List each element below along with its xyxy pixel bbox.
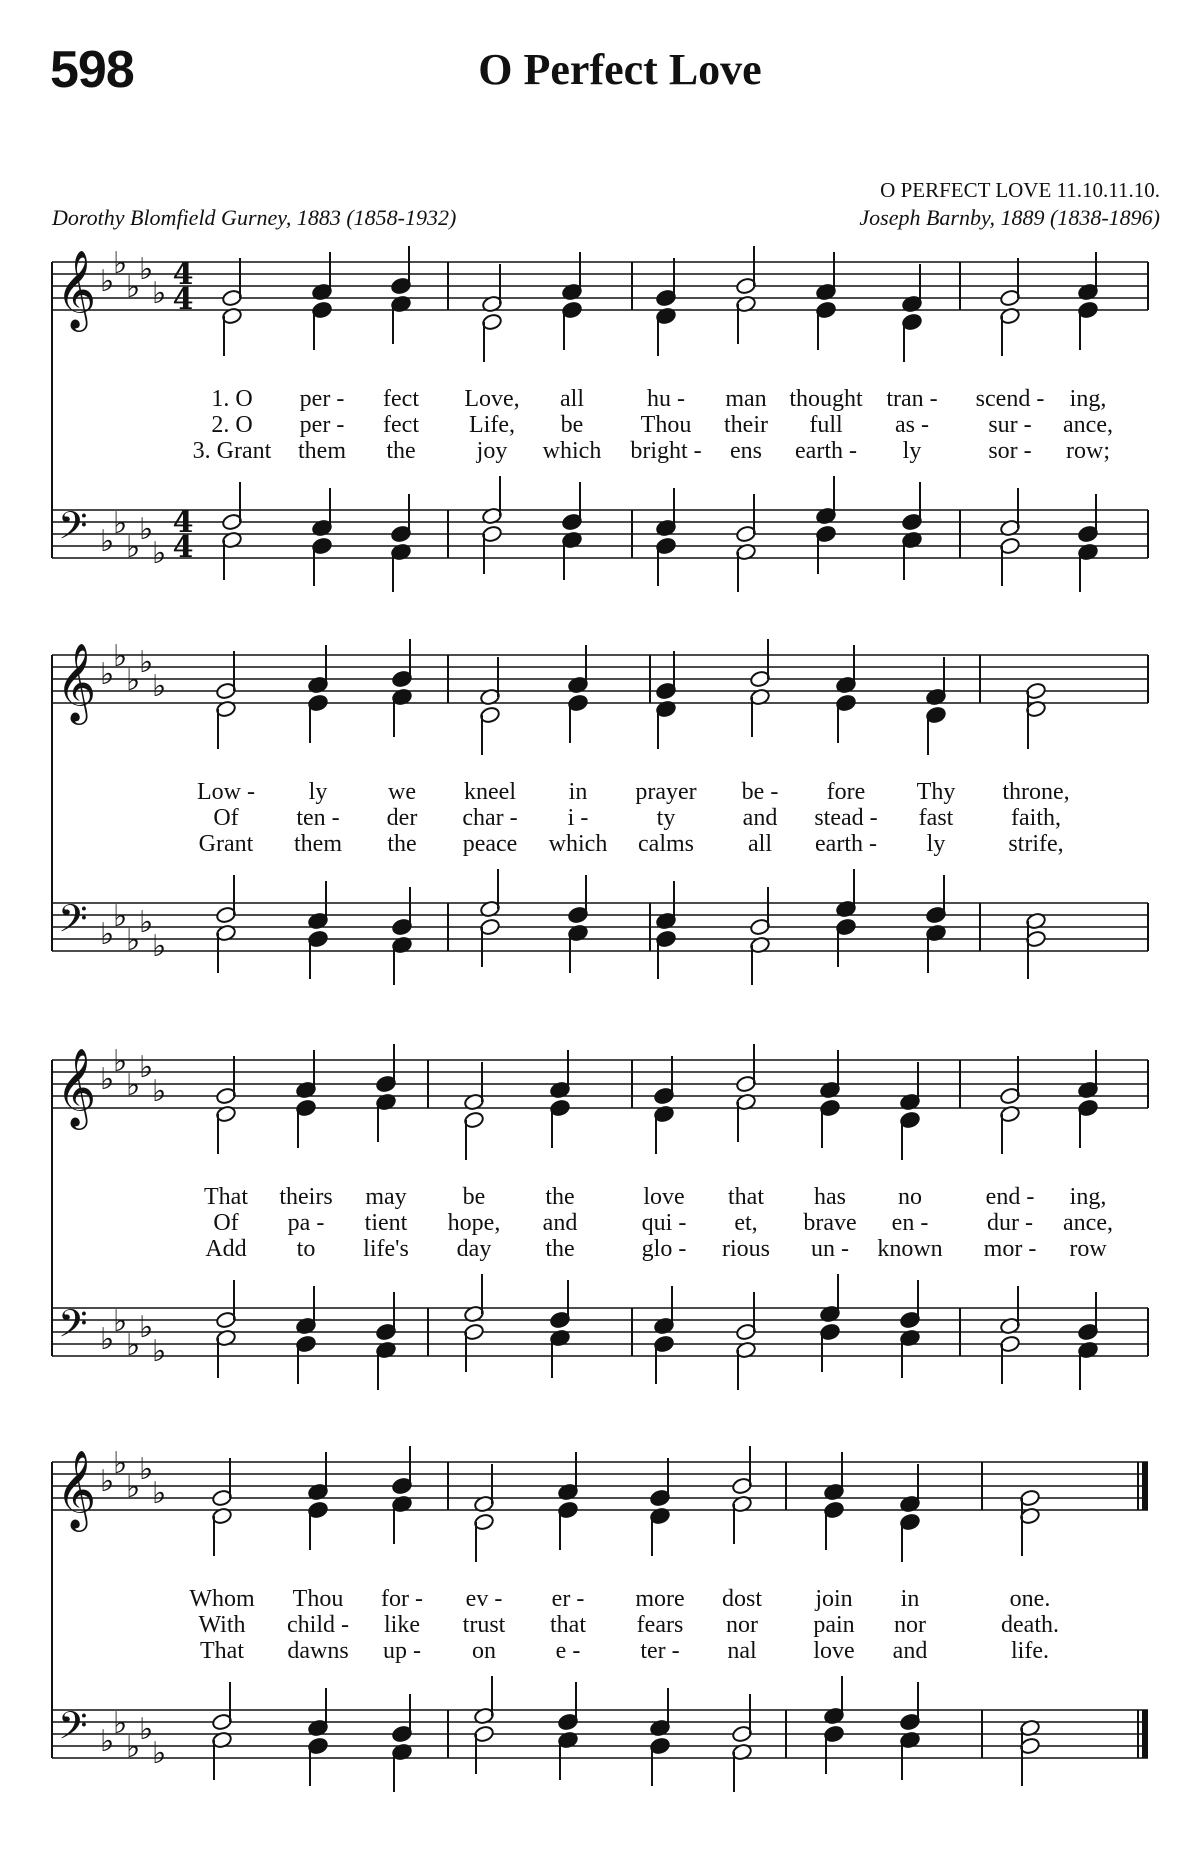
lyric-syllable: the xyxy=(545,1184,575,1210)
lyric-syllable: tient xyxy=(364,1210,408,1236)
lyric-syllable: pa - xyxy=(287,1210,325,1236)
lyric-syllable: ance, xyxy=(1063,412,1113,438)
lyric-syllable: ten - xyxy=(296,805,340,831)
lyric-syllable: known xyxy=(877,1236,943,1262)
lyric-syllable: as - xyxy=(895,412,929,438)
key-signature-flat-icon: ♭ xyxy=(113,1446,128,1481)
lyric-syllable: on xyxy=(472,1638,496,1664)
lyric-syllable: der xyxy=(386,805,418,831)
key-signature-flat-icon: ♭ xyxy=(139,1452,154,1487)
key-signature-flat-icon: ♭ xyxy=(152,276,167,311)
lyric-syllable: full xyxy=(809,412,843,438)
lyric-syllable: That xyxy=(204,1184,248,1210)
lyric-syllable: faith, xyxy=(1011,805,1061,831)
lyric-syllable: scend - xyxy=(975,386,1045,412)
lyric-syllable: kneel xyxy=(464,779,516,805)
key-signature-flat-icon: ♭ xyxy=(152,1476,167,1511)
lyric-syllable: row xyxy=(1069,1236,1107,1262)
key-signature-flat-icon: ♭ xyxy=(152,669,167,704)
key-signature-flat-icon: ♭ xyxy=(113,506,128,541)
treble-clef-icon: 𝄞 xyxy=(56,250,97,329)
key-signature-flat-icon: ♭ xyxy=(139,1310,154,1345)
key-signature-flat-icon: ♭ xyxy=(139,905,154,940)
key-signature-flat-icon: ♭ xyxy=(126,1328,141,1363)
lyric-syllable: Thy xyxy=(916,779,956,805)
time-signature-denominator: 4 xyxy=(172,282,194,317)
key-signature-flat-icon: ♭ xyxy=(139,645,154,680)
lyric-syllable: all xyxy=(560,386,584,412)
lyric-syllable: life. xyxy=(1011,1638,1049,1664)
lyric-syllable: strife, xyxy=(1008,831,1064,857)
lyric-syllable: we xyxy=(388,779,416,805)
key-signature-flat-icon: ♭ xyxy=(113,246,128,281)
key-signature-flat-icon: ♭ xyxy=(126,530,141,565)
key-signature-flat-icon: ♭ xyxy=(126,1730,141,1765)
lyric-syllable: ly xyxy=(926,831,946,857)
lyric-syllable: joy xyxy=(476,438,508,464)
lyric-syllable: peace xyxy=(462,831,518,857)
lyric-syllable: fast xyxy=(918,805,954,831)
lyric-syllable: ev - xyxy=(465,1586,503,1612)
key-signature-flat-icon: ♭ xyxy=(100,1322,115,1357)
lyric-syllable: has xyxy=(814,1184,846,1210)
lyric-syllable: Of xyxy=(213,1210,239,1236)
lyric-syllable: which xyxy=(542,438,602,464)
lyric-syllable: to xyxy=(296,1236,316,1262)
key-signature-flat-icon: ♭ xyxy=(139,1050,154,1085)
lyric-syllable: hu - xyxy=(647,386,685,412)
lyric-syllable: ter - xyxy=(640,1638,680,1664)
lyric-syllable: theirs xyxy=(279,1184,333,1210)
lyric-syllable: ing, xyxy=(1069,1184,1107,1210)
lyric-syllable: earth - xyxy=(815,831,877,857)
bass-clef-icon: 𝄢 xyxy=(58,896,88,950)
key-signature-flat-icon: ♭ xyxy=(126,1068,141,1103)
time-signature-denominator: 4 xyxy=(172,530,194,565)
lyric-syllable: en - xyxy=(891,1210,929,1236)
key-signature-flat-icon: ♭ xyxy=(100,1464,115,1499)
lyric-syllable: no xyxy=(898,1184,922,1210)
lyric-syllable: ing, xyxy=(1069,386,1107,412)
key-signature-flat-icon: ♭ xyxy=(139,512,154,547)
lyric-syllable: ly xyxy=(902,438,922,464)
key-signature-flat-icon: ♭ xyxy=(126,1470,141,1505)
key-signature-flat-icon: ♭ xyxy=(113,639,128,674)
music-composer: Joseph Barnby, 1889 (1838-1896) xyxy=(859,205,1160,230)
time-signature-numerator: 4 xyxy=(172,505,194,540)
key-signature-flat-icon: ♭ xyxy=(113,899,128,934)
bass-clef-icon: 𝄢 xyxy=(58,1703,88,1757)
lyric-syllable: love xyxy=(813,1638,855,1664)
lyric-syllable: 1. O xyxy=(211,386,253,412)
lyric-syllable: the xyxy=(387,831,417,857)
lyric-syllable: nor xyxy=(726,1612,758,1638)
lyric-syllable: char - xyxy=(462,805,518,831)
lyric-syllable: row; xyxy=(1066,438,1110,464)
lyric-syllable: be xyxy=(462,1184,486,1210)
key-signature-flat-icon: ♭ xyxy=(152,1074,167,1109)
key-signature-flat-icon: ♭ xyxy=(152,929,167,964)
lyric-syllable: fears xyxy=(636,1612,684,1638)
bass-clef-icon: 𝄢 xyxy=(58,1301,88,1355)
key-signature-flat-icon: ♭ xyxy=(139,252,154,287)
key-signature-flat-icon: ♭ xyxy=(113,1304,128,1339)
lyric-syllable: Life, xyxy=(469,412,515,438)
lyric-syllable: 2. O xyxy=(211,412,253,438)
lyric-syllable: sur - xyxy=(988,412,1032,438)
key-signature-flat-icon: ♭ xyxy=(126,270,141,305)
tune-name-meter: O PERFECT LOVE 11.10.11.10. xyxy=(880,178,1160,202)
lyric-syllable: et, xyxy=(734,1210,758,1236)
key-signature-flat-icon: ♭ xyxy=(100,1062,115,1097)
lyric-syllable: Thou xyxy=(640,412,692,438)
lyric-syllable: and xyxy=(892,1638,928,1664)
lyric-syllable: join xyxy=(815,1586,853,1612)
lyric-syllable: qui - xyxy=(641,1210,687,1236)
lyric-syllable: nor xyxy=(894,1612,926,1638)
lyric-syllable: per - xyxy=(299,386,345,412)
lyric-syllable: and xyxy=(542,1210,578,1236)
lyric-syllable: more xyxy=(635,1586,685,1612)
lyric-syllable: fect xyxy=(383,386,419,412)
lyric-syllable: 3. Grant xyxy=(192,438,272,464)
treble-clef-icon: 𝄞 xyxy=(56,1450,97,1529)
lyric-syllable: Whom xyxy=(189,1586,255,1612)
lyric-syllable: fore xyxy=(826,779,866,805)
key-signature-flat-icon: ♭ xyxy=(100,657,115,692)
lyric-syllable: Of xyxy=(213,805,239,831)
lyric-syllable: that xyxy=(728,1184,764,1210)
lyric-syllable: end - xyxy=(985,1184,1035,1210)
lyric-syllable: dur - xyxy=(987,1210,1033,1236)
lyric-syllable: With xyxy=(198,1612,246,1638)
key-signature-flat-icon: ♭ xyxy=(100,917,115,952)
key-signature-flat-icon: ♭ xyxy=(126,663,141,698)
lyric-syllable: one. xyxy=(1009,1586,1051,1612)
key-signature-flat-icon: ♭ xyxy=(152,1736,167,1771)
hymn-number: 598 xyxy=(50,41,134,99)
key-signature-flat-icon: ♭ xyxy=(139,1712,154,1747)
lyric-syllable: in xyxy=(568,779,588,805)
lyric-syllable: Add xyxy=(205,1236,247,1262)
lyric-syllable: pain xyxy=(813,1612,855,1638)
lyric-syllable: dost xyxy=(721,1586,763,1612)
lyric-syllable: rious xyxy=(722,1236,770,1262)
lyric-syllable: bright - xyxy=(630,438,702,464)
lyric-syllable: day xyxy=(456,1236,492,1262)
lyric-syllable: i - xyxy=(567,805,589,831)
lyric-syllable: their xyxy=(724,412,768,438)
verse-3-line xyxy=(0,831,1200,861)
bass-clef-icon: 𝄢 xyxy=(58,503,88,557)
lyric-syllable: ty xyxy=(656,805,676,831)
lyric-syllable: man xyxy=(725,386,767,412)
lyric-syllable: mor - xyxy=(983,1236,1037,1262)
verse-3-line xyxy=(0,1236,1200,1266)
lyric-syllable: which xyxy=(548,831,608,857)
treble-clef-icon: 𝄞 xyxy=(56,643,97,722)
key-signature-flat-icon: ♭ xyxy=(113,1044,128,1079)
lyric-syllable: them xyxy=(294,831,342,857)
lyric-syllable: ance, xyxy=(1063,1210,1113,1236)
lyric-syllable: nal xyxy=(727,1638,757,1664)
lyric-syllable: be xyxy=(560,412,584,438)
lyric-syllable: Love, xyxy=(464,386,520,412)
lyric-syllable: the xyxy=(386,438,416,464)
lyric-syllable: per - xyxy=(299,412,345,438)
lyric-syllable: sor - xyxy=(988,438,1032,464)
lyric-syllable: child - xyxy=(287,1612,349,1638)
lyric-syllable: death. xyxy=(1001,1612,1059,1638)
lyric-syllable: the xyxy=(545,1236,575,1262)
lyric-syllable: for - xyxy=(381,1586,423,1612)
key-signature-flat-icon: ♭ xyxy=(100,524,115,559)
verse-3-line xyxy=(0,438,1200,468)
lyric-syllable: glo - xyxy=(641,1236,687,1262)
lyric-syllable: er - xyxy=(551,1586,585,1612)
lyric-syllable: e - xyxy=(555,1638,581,1664)
lyric-syllable: all xyxy=(748,831,772,857)
lyric-syllable: and xyxy=(742,805,778,831)
lyric-syllable: in xyxy=(900,1586,920,1612)
key-signature-flat-icon: ♭ xyxy=(126,923,141,958)
key-signature-flat-icon: ♭ xyxy=(100,264,115,299)
lyric-syllable: like xyxy=(384,1612,420,1638)
lyric-syllable: ens xyxy=(730,438,762,464)
lyric-syllable: may xyxy=(365,1184,407,1210)
lyric-syllable: life's xyxy=(363,1236,409,1262)
lyric-syllable: them xyxy=(298,438,346,464)
hymn-title: O Perfect Love xyxy=(478,45,762,94)
lyric-syllable: fect xyxy=(383,412,419,438)
verse-3-line xyxy=(0,1638,1200,1668)
lyric-syllable: throne, xyxy=(1002,779,1070,805)
lyric-syllable: prayer xyxy=(635,779,697,805)
lyric-syllable: up - xyxy=(383,1638,421,1664)
lyric-syllable: trust xyxy=(462,1612,506,1638)
lyric-syllable: Low - xyxy=(197,779,255,805)
lyric-syllable: That xyxy=(200,1638,244,1664)
lyric-syllable: ly xyxy=(308,779,328,805)
lyric-syllable: calms xyxy=(638,831,694,857)
lyric-syllable: Grant xyxy=(198,831,254,857)
key-signature-flat-icon: ♭ xyxy=(152,536,167,571)
lyric-syllable: that xyxy=(550,1612,586,1638)
lyric-syllable: brave xyxy=(803,1210,857,1236)
key-signature-flat-icon: ♭ xyxy=(100,1724,115,1759)
lyric-syllable: un - xyxy=(811,1236,849,1262)
lyric-syllable: be - xyxy=(741,779,779,805)
lyric-syllable: dawns xyxy=(287,1638,349,1664)
lyric-syllable: tran - xyxy=(886,386,938,412)
lyric-syllable: earth - xyxy=(795,438,857,464)
key-signature-flat-icon: ♭ xyxy=(113,1706,128,1741)
treble-clef-icon: 𝄞 xyxy=(56,1048,97,1127)
text-author: Dorothy Blomfield Gurney, 1883 (1858-1932) xyxy=(52,205,457,230)
lyric-syllable: stead - xyxy=(814,805,878,831)
lyric-syllable: Thou xyxy=(292,1586,344,1612)
time-signature-numerator: 4 xyxy=(172,257,194,292)
lyric-syllable: thought xyxy=(789,386,863,412)
lyric-syllable: love xyxy=(643,1184,685,1210)
lyric-syllable: hope, xyxy=(447,1210,501,1236)
key-signature-flat-icon: ♭ xyxy=(152,1334,167,1369)
